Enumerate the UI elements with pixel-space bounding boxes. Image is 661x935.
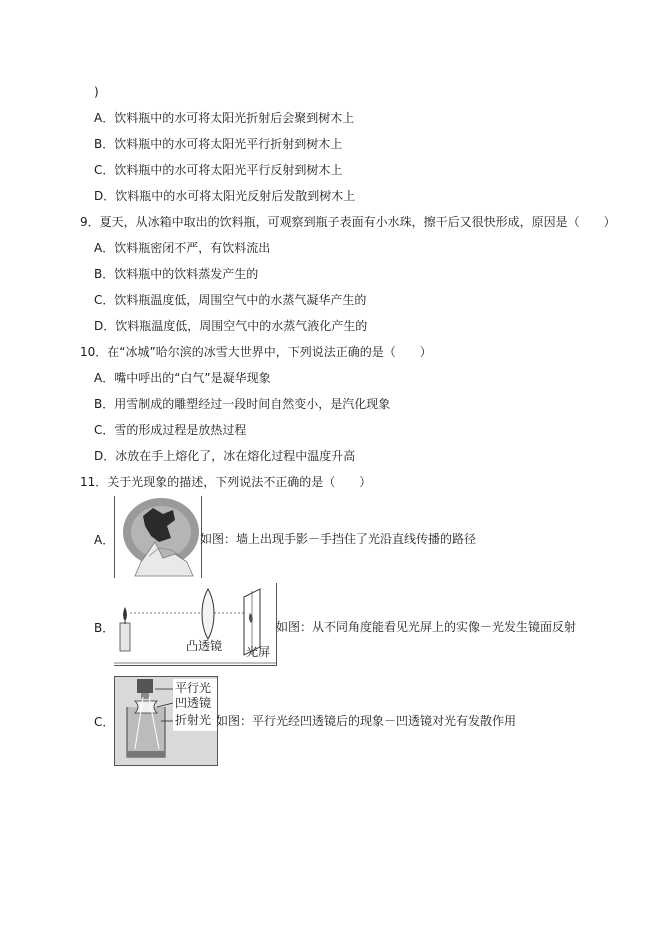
q8-option-b: B．饮料瓶中的水可将太阳光平行折射到树木上 <box>94 137 343 151</box>
concave-lens-image <box>114 676 218 766</box>
q11-option-b-letter: B． <box>94 621 115 635</box>
q9-stem: 9．夏天，从冰箱中取出的饮料瓶，可观察到瓶子表面有小水珠，擦干后又很快形成，原因是（ ） <box>80 215 616 229</box>
q8-option-d: D．饮料瓶中的水可将太阳光反射后发散到树木上 <box>94 189 356 203</box>
q10-option-c: C．雪的形成过程是放热过程 <box>94 423 247 437</box>
q10-option-d: D．冰放在手上熔化了，冰在熔化过程中温度升高 <box>94 449 356 463</box>
q11-option-a-caption: 如图：墙上出现手影－手挡住了光沿直线传播的路径 <box>200 532 477 546</box>
q8-option-c: C．饮料瓶中的水可将太阳光平行反射到树木上 <box>94 163 343 177</box>
q10-option-b: B．用雪制成的雕塑经过一段时间自然变小，是汽化现象 <box>94 397 391 411</box>
previous-question-end: ) <box>94 85 99 99</box>
q8-option-a: A．饮料瓶中的水可将太阳光折射后会聚到树木上 <box>94 111 355 125</box>
q11-stem: 11．关于光现象的描述，下列说法不正确的是（ ） <box>80 475 372 489</box>
convex-lens-image <box>114 583 277 666</box>
q10-stem: 10．在“冰城”哈尔滨的冰雪大世界中，下列说法正确的是（ ） <box>80 345 432 359</box>
q11-option-c-caption: 如图：平行光经凹透镜后的现象－凹透镜对光有发散作用 <box>216 714 517 728</box>
refracted-light-label: 折射光 <box>175 713 212 727</box>
q9-option-b: B．饮料瓶中的饮料蒸发产生的 <box>94 267 259 281</box>
q9-option-a: A．饮料瓶密闭不严，有饮料流出 <box>94 241 271 255</box>
light-screen-label: 光屏 <box>246 645 271 659</box>
q11-option-b-caption: 如图：从不同角度能看见光屏上的实像－光发生镜面反射 <box>276 620 577 634</box>
convex-lens-label: 凸透镜 <box>186 639 223 653</box>
q10-option-a: A．嘴中呼出的“白气”是凝华现象 <box>94 371 271 385</box>
q11-option-c-letter: C． <box>94 715 115 729</box>
q9-option-d: D．饮料瓶温度低，周围空气中的水蒸气液化产生的 <box>94 319 368 333</box>
concave-lens-label: 凹透镜 <box>175 696 212 710</box>
q11-option-a-letter: A． <box>94 533 115 547</box>
parallel-light-label: 平行光 <box>175 681 212 695</box>
hand-shadow-image <box>114 496 202 578</box>
q9-option-c: C．饮料瓶温度低，周围空气中的水蒸气凝华产生的 <box>94 293 367 307</box>
